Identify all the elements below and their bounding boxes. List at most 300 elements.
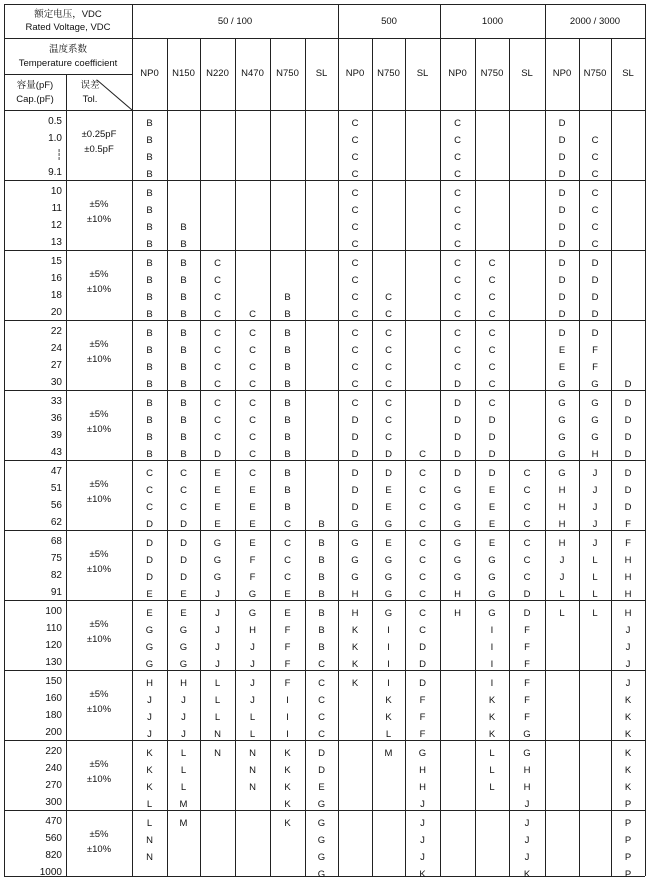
capacitance-value: 30 [50, 377, 62, 388]
size-code-cell: D [558, 328, 566, 339]
capacitance-value: 11 [51, 203, 62, 214]
size-code-cell: C [454, 169, 461, 180]
size-code-cell: F [524, 625, 530, 636]
size-code-cell: G [351, 538, 359, 549]
size-code-cell: P [624, 869, 632, 880]
size-code-cell: C [180, 502, 187, 513]
size-code-cell: G [591, 398, 599, 409]
size-code-cell: D [454, 449, 461, 460]
size-code-cell: H [523, 782, 531, 793]
size-code-cell: C [385, 379, 392, 390]
size-code-cell: G [558, 468, 566, 479]
size-code-cell: N [214, 748, 221, 759]
size-code-cell: L [385, 729, 392, 740]
size-code-cell: H [624, 572, 632, 583]
size-code-cell: C [318, 729, 325, 740]
size-code-cell: D [523, 589, 531, 600]
group-separator [4, 390, 645, 391]
size-code-cell: D [558, 169, 566, 180]
size-code-cell: M [179, 818, 188, 829]
size-code-cell: K [385, 695, 392, 706]
size-code-cell: B [146, 415, 153, 426]
size-code-cell: B [146, 188, 153, 199]
size-code-cell: C [523, 485, 531, 496]
header-data-divider [132, 4, 133, 876]
size-code-cell: D [624, 398, 632, 409]
size-code-cell: H [351, 608, 359, 619]
size-code-cell: F [524, 659, 530, 670]
size-code-cell: B [180, 275, 187, 286]
size-code-cell: B [284, 415, 291, 426]
size-code-cell: L [592, 589, 598, 600]
left-header-rule [4, 38, 132, 39]
size-code-cell: C [214, 275, 221, 286]
size-code-cell: G [453, 572, 462, 583]
size-code-cell: H [454, 589, 461, 600]
voltage-group-label: 2000 / 3000 [569, 16, 621, 27]
size-code-cell: D [558, 292, 566, 303]
size-code-cell: F [592, 362, 598, 373]
column-divider [235, 38, 236, 876]
size-code-cell: J [181, 712, 186, 723]
size-code-cell: G [384, 608, 393, 619]
size-code-cell: B [146, 292, 153, 303]
size-code-cell: D [419, 642, 426, 653]
size-code-cell: B [284, 379, 291, 390]
size-code-cell: G [317, 869, 326, 880]
table-left-border [4, 4, 5, 876]
size-code-cell: H [249, 625, 256, 636]
size-code-cell: C [385, 415, 392, 426]
size-code-cell: C [249, 328, 256, 339]
size-code-cell: L [214, 695, 221, 706]
size-code-cell: I [387, 625, 390, 636]
size-code-cell: C [351, 258, 359, 269]
size-code-cell: E [558, 345, 566, 356]
size-code-cell: G [453, 538, 462, 549]
size-code-cell: D [351, 485, 359, 496]
size-code-cell: B [284, 485, 291, 496]
tolerance-value: ±10% [86, 354, 112, 365]
size-code-cell: K [488, 695, 496, 706]
size-code-cell: B [146, 169, 153, 180]
size-code-cell: G [317, 818, 326, 829]
size-code-cell: L [489, 765, 495, 776]
size-code-cell: J [625, 659, 631, 670]
size-code-cell: D [180, 555, 187, 566]
size-code-cell: D [454, 415, 461, 426]
column-divider [475, 38, 476, 876]
size-code-cell: C [523, 572, 531, 583]
size-code-cell: C [351, 205, 359, 216]
size-code-cell: D [318, 748, 325, 759]
size-code-cell: C [351, 362, 359, 373]
size-code-cell: J [524, 799, 530, 810]
size-code-cell: C [523, 468, 531, 479]
size-code-cell: C [488, 309, 496, 320]
size-code-cell: B [180, 379, 187, 390]
size-code-cell: J [181, 729, 186, 740]
size-code-cell: L [592, 608, 598, 619]
size-code-cell: C [454, 188, 461, 199]
size-code-cell: L [559, 589, 565, 600]
size-code-cell: G [179, 642, 188, 653]
size-code-cell: D [558, 239, 566, 250]
size-code-cell: J [250, 659, 255, 670]
size-code-cell: J [420, 818, 425, 829]
size-code-cell: K [351, 642, 359, 653]
size-code-cell: E [284, 608, 291, 619]
size-code-cell: H [558, 502, 566, 513]
size-code-cell: K [624, 782, 632, 793]
temperature-coefficient-cn: 温度系数 [48, 44, 87, 55]
size-code-cell: C [351, 118, 359, 129]
capacitance-value: 1.0 [48, 133, 62, 144]
size-code-cell: C [385, 309, 392, 320]
size-code-cell: H [146, 678, 153, 689]
capacitance-value: 240 [45, 763, 62, 774]
size-code-cell: J [420, 835, 425, 846]
size-code-cell: C [249, 449, 256, 460]
size-code-cell: L [180, 748, 187, 759]
size-code-cell: C [488, 398, 496, 409]
size-code-cell: E [558, 362, 566, 373]
capacitance-value: 150 [45, 676, 62, 687]
capacitance-value: 12 [50, 220, 62, 231]
size-code-cell: D [351, 415, 359, 426]
size-code-cell: B [318, 589, 325, 600]
size-code-cell: D [419, 659, 426, 670]
voltage-header-rule [132, 38, 645, 39]
size-code-cell: D [454, 432, 461, 443]
temp-coef-column-label: N750 [480, 68, 504, 79]
size-code-cell: G [317, 799, 326, 810]
size-code-cell: B [318, 608, 325, 619]
column-divider [270, 38, 271, 876]
size-code-cell: B [284, 328, 291, 339]
size-code-cell: E [146, 589, 153, 600]
capacitance-value: 470 [45, 816, 62, 827]
size-code-cell: C [385, 328, 392, 339]
group-separator [4, 320, 645, 321]
size-code-cell: D [180, 519, 187, 530]
temp-coef-column-label: N150 [172, 68, 195, 79]
size-code-cell: J [181, 695, 186, 706]
size-code-cell: C [454, 152, 461, 163]
size-code-cell: J [147, 712, 152, 723]
size-code-cell: C [454, 135, 461, 146]
size-code-cell: D [351, 432, 359, 443]
size-code-cell: C [351, 152, 359, 163]
size-code-cell: G [453, 519, 462, 530]
temp-coef-column-label: NP0 [448, 68, 467, 79]
temperature-coefficient-en: Temperature coefficient [18, 58, 118, 69]
size-code-cell: P [624, 835, 632, 846]
size-code-cell: H [624, 555, 632, 566]
size-code-cell: B [146, 275, 153, 286]
size-code-cell: B [146, 362, 153, 373]
size-code-cell: K [624, 729, 632, 740]
size-code-cell: C [591, 152, 599, 163]
size-code-cell: E [385, 502, 392, 513]
size-code-cell: C [454, 362, 461, 373]
size-code-cell: J [250, 642, 255, 653]
column-divider [167, 38, 168, 876]
size-code-cell: J [592, 519, 598, 530]
size-code-cell: G [558, 398, 566, 409]
size-code-cell: L [592, 555, 598, 566]
size-code-cell: K [351, 678, 359, 689]
capacitance-value: 20 [50, 307, 62, 318]
size-code-cell: B [146, 309, 153, 320]
size-code-cell: B [284, 345, 291, 356]
size-code-cell: F [284, 678, 291, 689]
size-code-cell: J [147, 695, 152, 706]
size-code-cell: G [488, 555, 496, 566]
size-code-cell: G [558, 415, 566, 426]
size-code-cell: L [146, 799, 153, 810]
size-code-cell: D [385, 449, 392, 460]
size-code-cell: C [419, 608, 426, 619]
size-code-cell: N [249, 782, 256, 793]
temp-coef-column-label: NP0 [552, 68, 572, 79]
size-code-cell: E [385, 485, 392, 496]
size-code-cell: C [419, 468, 426, 479]
size-code-cell: G [453, 485, 462, 496]
size-code-cell: B [146, 152, 153, 163]
capacitance-value: 33 [50, 396, 62, 407]
size-code-cell: I [387, 659, 390, 670]
column-divider [200, 38, 201, 876]
size-code-cell: C [454, 328, 461, 339]
size-code-cell: K [284, 818, 291, 829]
size-code-cell: B [284, 432, 291, 443]
size-code-cell: I [490, 659, 494, 670]
size-code-cell: K [284, 748, 291, 759]
size-code-cell: D [454, 379, 461, 390]
tolerance-value: ±0.5pF [84, 144, 114, 155]
size-code-cell: K [146, 765, 153, 776]
capacitance-value: 200 [45, 727, 62, 738]
size-code-cell: D [558, 258, 566, 269]
size-code-cell: J [215, 608, 220, 619]
size-code-cell: C [385, 362, 392, 373]
size-code-cell: K [351, 659, 359, 670]
size-code-cell: G [384, 519, 393, 530]
size-code-cell: J [250, 695, 255, 706]
size-code-cell: I [387, 642, 390, 653]
size-code-cell: D [624, 449, 632, 460]
size-code-cell: C [454, 275, 461, 286]
size-code-cell: J [524, 852, 530, 863]
size-code-cell: L [146, 818, 153, 829]
size-code-cell: C [214, 292, 221, 303]
size-code-cell: D [488, 468, 496, 479]
size-code-cell: C [284, 555, 291, 566]
size-code-cell: L [214, 712, 221, 723]
size-code-cell: C [249, 468, 256, 479]
size-code-cell: F [284, 659, 291, 670]
size-code-cell: J [592, 538, 598, 549]
capacitance-value: 9.1 [48, 167, 62, 178]
voltage-group-label: 50 / 100 [217, 16, 253, 27]
size-code-cell: G [317, 852, 326, 863]
capacitance-value: 22 [50, 326, 62, 337]
size-code-cell: C [214, 415, 221, 426]
size-code-cell: G [351, 519, 359, 530]
size-code-cell: B [146, 205, 153, 216]
size-code-cell: C [523, 538, 531, 549]
size-code-cell: B [146, 239, 153, 250]
size-code-cell: D [454, 468, 461, 479]
size-code-cell: L [559, 608, 565, 619]
size-code-cell: C [488, 379, 496, 390]
size-code-cell: C [351, 309, 359, 320]
temp-coef-column-label: NP0 [140, 68, 159, 79]
size-code-cell: C [318, 695, 325, 706]
size-code-cell: C [419, 625, 426, 636]
size-code-cell: B [318, 519, 325, 530]
size-code-cell: N [214, 729, 221, 740]
size-code-cell: B [318, 538, 325, 549]
size-code-cell: E [214, 519, 221, 530]
size-code-cell: C [180, 468, 187, 479]
size-code-cell: D [146, 555, 153, 566]
capacitance-value: 56 [50, 500, 62, 511]
capacitance-value: 120 [45, 640, 62, 651]
size-code-cell: K [284, 799, 291, 810]
size-code-cell: E [180, 589, 187, 600]
size-code-cell: D [624, 502, 632, 513]
size-code-cell: D [624, 379, 632, 390]
size-code-cell: D [214, 449, 221, 460]
size-code-cell: B [180, 362, 187, 373]
size-code-cell: D [558, 135, 566, 146]
size-code-cell: I [286, 729, 289, 740]
size-code-cell: E [488, 502, 496, 513]
size-code-cell: F [419, 695, 426, 706]
voltage-group-label: 500 [381, 16, 397, 27]
size-code-cell: C [214, 345, 221, 356]
size-code-cell: G [248, 608, 257, 619]
capacitance-cn: 容量(pF) [16, 80, 54, 91]
rated-voltage-en: Rated Voltage, VDC [25, 22, 111, 33]
size-code-cell: J [625, 625, 631, 636]
capacitance-value: 110 [46, 623, 62, 634]
size-code-cell: D [624, 485, 632, 496]
size-code-cell: C [419, 502, 426, 513]
capacitance-value: 820 [45, 850, 62, 861]
size-code-cell: H [624, 589, 632, 600]
size-code-cell: B [180, 258, 187, 269]
size-code-cell: C [591, 169, 599, 180]
size-code-cell: C [488, 258, 496, 269]
size-code-cell: I [490, 625, 494, 636]
size-code-cell: J [625, 678, 631, 689]
size-code-cell: B [318, 625, 325, 636]
size-code-cell: E [488, 538, 496, 549]
size-code-cell: F [592, 345, 598, 356]
size-code-cell: C [385, 292, 392, 303]
size-code-cell: B [180, 222, 187, 233]
size-code-cell: C [180, 485, 187, 496]
size-code-cell: J [592, 485, 598, 496]
size-code-cell: P [624, 818, 632, 829]
capacitance-value: 10 [50, 186, 62, 197]
size-code-cell: D [385, 468, 392, 479]
capacitance-value: 82 [50, 570, 62, 581]
size-code-cell: C [146, 468, 153, 479]
size-code-cell: C [454, 309, 461, 320]
size-code-cell: B [146, 258, 153, 269]
size-code-cell: C [591, 205, 599, 216]
size-code-cell: G [558, 432, 566, 443]
size-code-cell: B [180, 292, 187, 303]
size-code-cell: C [523, 502, 531, 513]
voltage-group-divider [338, 4, 339, 876]
capacitance-value: 47 [50, 466, 62, 477]
size-code-cell: E [146, 608, 153, 619]
size-code-cell: C [214, 328, 221, 339]
capacitance-value: 13 [50, 237, 62, 248]
capacitance-value: 130 [45, 657, 62, 668]
size-code-cell: C [351, 398, 359, 409]
size-code-cell: C [488, 362, 496, 373]
tolerance-value: ±5% [89, 339, 109, 350]
size-code-cell: L [214, 678, 221, 689]
capacitance-value: 180 [45, 710, 62, 721]
size-code-cell: D [351, 502, 359, 513]
size-code-cell: B [284, 292, 291, 303]
size-code-cell: F [249, 555, 256, 566]
size-code-cell: H [419, 782, 426, 793]
temp-coef-column-label: NP0 [345, 68, 365, 79]
size-code-cell: C [591, 135, 599, 146]
size-code-cell: C [351, 222, 359, 233]
size-code-cell: C [419, 485, 426, 496]
capacitance-value: 43 [50, 447, 62, 458]
size-code-cell: B [146, 222, 153, 233]
size-code-cell: C [214, 258, 221, 269]
temp-coef-column-label: N470 [241, 68, 264, 79]
size-code-cell: B [180, 239, 187, 250]
temp-coef-column-label: N750 [377, 68, 400, 79]
size-code-cell: B [146, 379, 153, 390]
column-divider [611, 38, 612, 876]
size-code-cell: B [318, 555, 325, 566]
size-code-cell: I [490, 642, 494, 653]
size-code-cell: C [284, 519, 291, 530]
temp-coef-column-label: N750 [583, 68, 607, 79]
size-code-cell: D [419, 678, 426, 689]
tolerance-value: ±0.25pF [81, 129, 117, 140]
size-code-cell: B [180, 415, 187, 426]
size-code-cell: B [284, 502, 291, 513]
size-code-cell: E [214, 502, 221, 513]
size-code-cell: N [146, 835, 153, 846]
size-code-cell: C [249, 309, 256, 320]
size-code-cell: D [591, 328, 599, 339]
size-code-cell: F [284, 642, 291, 653]
size-code-cell: H [351, 589, 359, 600]
size-code-cell: G [179, 659, 188, 670]
size-code-cell: C [351, 379, 359, 390]
size-code-cell: M [384, 748, 393, 759]
size-code-cell: H [558, 519, 566, 530]
size-code-cell: C [419, 589, 426, 600]
size-code-cell: H [591, 449, 599, 460]
tolerance-value: ±5% [89, 409, 109, 420]
